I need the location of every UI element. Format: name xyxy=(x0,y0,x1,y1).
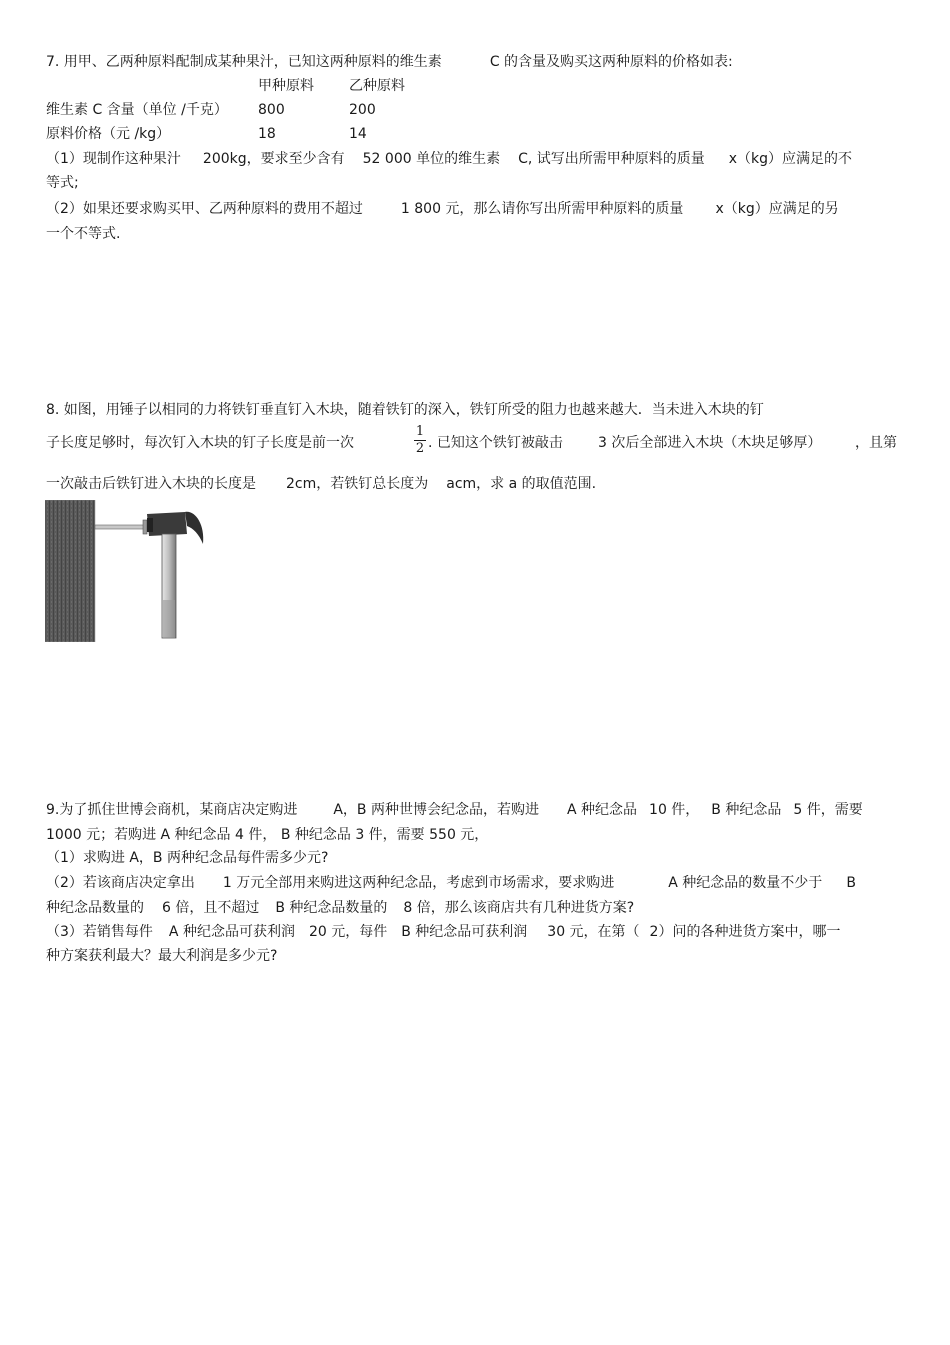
q9-l1-seg6: 5 件，需要 xyxy=(793,802,863,818)
q9-p3-seg4: B 种纪念品可获利润 xyxy=(401,924,528,940)
q7-part1 xyxy=(46,149,852,169)
q9-p2c-seg2: 6 倍，且不超过 xyxy=(162,900,260,916)
q7-p2-seg3: x（kg）应满足的另 xyxy=(715,201,839,217)
q9-p2c-seg3: B 种纪念品数量的 xyxy=(275,900,388,916)
q9-p3-seg6: 2）问的各种进货方案中，哪一 xyxy=(649,924,841,940)
wood-block xyxy=(45,500,95,642)
q8-line3-seg2: 2cm，若铁钉总长度为 xyxy=(286,476,429,492)
q7-p2-seg1: （2）如果还要求购买甲、乙两种原料的费用不超过 xyxy=(46,201,363,217)
table-cell-vitamin-b: 200 xyxy=(349,102,376,118)
table-cell-price-a: 18 xyxy=(258,126,276,142)
q9-p2c-seg1: 种纪念品数量的 xyxy=(46,900,144,916)
fraction-numerator: 1 xyxy=(415,424,425,439)
q7-p1-seg5: x（kg）应满足的不 xyxy=(728,151,853,167)
q9-p2-seg3: A 种纪念品的数量不少于 xyxy=(668,875,823,891)
q8-line3-seg3: acm，求 a 的取值范围. xyxy=(446,476,597,492)
q7-p1-seg2: 200kg，要求至少含有 xyxy=(202,151,345,167)
q9-l1-seg4: 10 件， xyxy=(649,802,700,818)
table-header-a: 甲种原料 xyxy=(258,78,314,94)
q9-p2c-seg4: 8 倍，那么该商店共有几种进货方案? xyxy=(403,900,635,916)
q9-p2-seg2: 1 万元全部用来购进这两种纪念品，考虑到市场需求，要求购进 xyxy=(222,875,615,891)
q7-part2 xyxy=(46,199,839,219)
q8-line3 xyxy=(46,474,596,494)
q9-p3-seg3: 20 元，每件 xyxy=(308,924,388,940)
table-cell-vitamin-a: 800 xyxy=(258,102,285,118)
q7-intro xyxy=(46,52,733,72)
q9-part2-cont xyxy=(46,898,634,918)
q9-p3-seg2: A 种纪念品可获利润 xyxy=(168,924,295,940)
q9-part2 xyxy=(46,873,856,893)
q7-p2-seg2: 1 800 元，那么请你写出所需甲种原料的质量 xyxy=(400,201,684,217)
hammer-nail-figure xyxy=(45,500,205,642)
q8-line3-seg1: 一次敲击后铁钉进入木块的长度是 xyxy=(46,476,256,492)
table-cell-price-b: 14 xyxy=(349,126,367,142)
table-row-label-vitamin: 维生素 C 含量（单位 /千克） xyxy=(46,102,228,118)
q9-l1-seg5: B 种纪念品 xyxy=(711,802,782,818)
q7-part1-cont: 等式; xyxy=(46,175,79,191)
table-row-label-price: 原料价格（元 /kg） xyxy=(46,126,171,142)
q9-l1-seg2: A，B 两种世博会纪念品，若购进 xyxy=(333,802,539,818)
q7-part2-cont: 一个不等式. xyxy=(46,226,121,242)
q9-p3-seg1: （3）若销售每件 xyxy=(46,924,153,940)
q7-p1-seg1: （1）现制作这种果汁 xyxy=(46,151,181,167)
q9-p2-seg1: （2）若该商店决定拿出 xyxy=(46,875,195,891)
q9-l1-seg1: 9.为了抓住世博会商机，某商店决定购进 xyxy=(46,802,298,818)
q8-line1: 8. 如图，用锤子以相同的力将铁钉垂直钉入木块，随着铁钉的深入，铁钉所受的阻力也越来越大．当未进入木块的钉 xyxy=(46,402,764,418)
q9-part3 xyxy=(46,922,840,942)
q7-intro-part1: 7. 用甲、乙两种原料配制成某种果汁，已知这两种原料的维生素 xyxy=(46,54,442,70)
q8-line2 xyxy=(46,433,354,453)
fraction-one-half xyxy=(412,425,428,456)
q8-line2-seg3: 3 次后全部进入木块（木块足够厚） xyxy=(598,435,822,451)
q9-part1: （1）求购进 A，B 两种纪念品每件需多少元? xyxy=(46,850,329,866)
q8-line2-seg4: ，且第 xyxy=(855,435,897,451)
q9-p3-seg5: 30 元，在第（ xyxy=(547,924,640,940)
q9-p2-seg4: B xyxy=(846,875,856,891)
q9-line2: 1000 元；若购进 A 种纪念品 4 件， B 种纪念品 3 件，需要 550 元， xyxy=(46,827,489,843)
q9-line1 xyxy=(46,800,863,820)
q7-p1-seg3: 52 000 单位的维生素 xyxy=(362,151,501,167)
q8-line2-seg2: . 已知这个铁钉被敲击 xyxy=(428,435,563,451)
q9-l1-seg3: A 种纪念品 xyxy=(567,802,638,818)
table-header-b: 乙种原料 xyxy=(349,78,405,94)
q8-line2-seg1: 子长度足够时，每次钉入木块的钉子长度是前一次 xyxy=(46,435,354,451)
q7-intro-part2: C 的含量及购买这两种原料的价格如表: xyxy=(489,54,733,70)
fraction-denominator: 2 xyxy=(415,441,425,456)
q9-part3-cont: 种方案获利最大？最大利润是多少元? xyxy=(46,948,278,964)
q7-p1-seg4: C, 试写出所需甲种原料的质量 xyxy=(518,151,705,167)
